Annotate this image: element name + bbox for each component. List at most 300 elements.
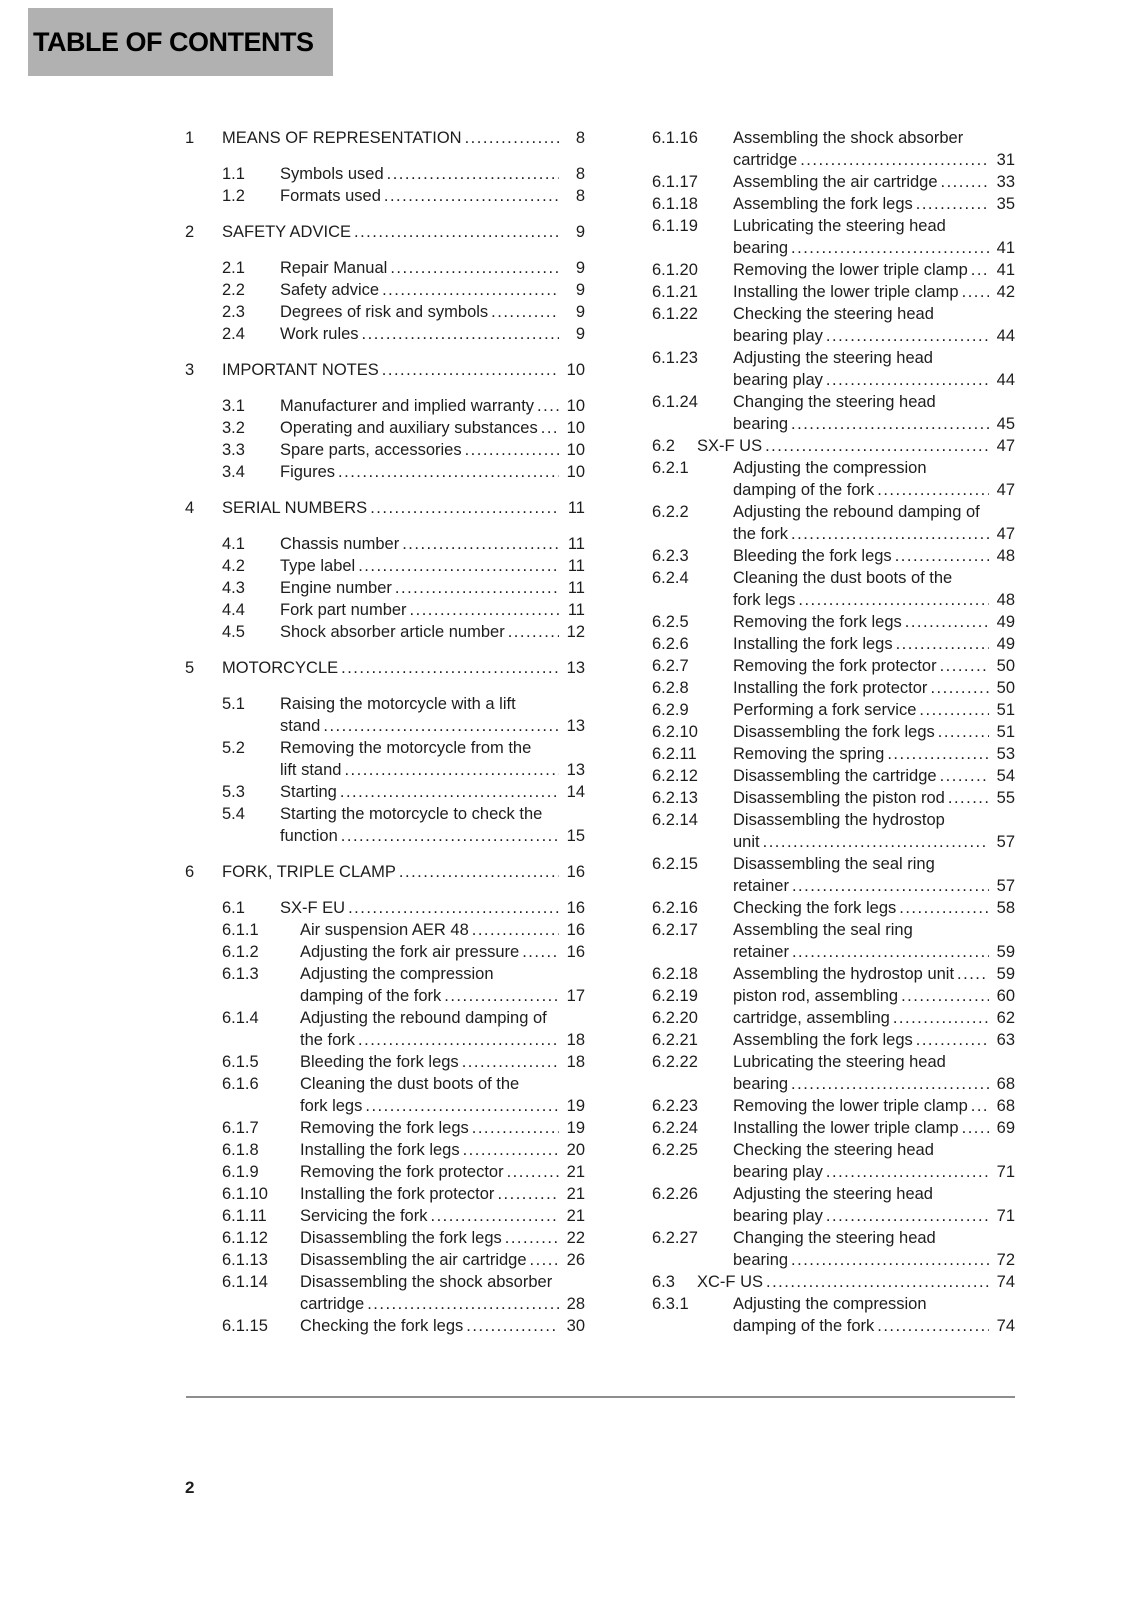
- toc-entry-last-line: [280, 621, 585, 643]
- toc-entry-number: 6.1.22: [652, 305, 698, 323]
- toc-entry-title-line: Starting the motorcycle to check the: [280, 805, 543, 823]
- toc-entry: [652, 1227, 1015, 1271]
- toc-entry-last-line: [733, 259, 1015, 281]
- toc-entry-number: 6.2.20: [652, 1009, 698, 1027]
- toc-entry: [185, 533, 585, 555]
- toc-entry-page: 18: [566, 1053, 585, 1071]
- toc-entry-page: 11: [567, 601, 585, 619]
- toc-entry-last-line: [733, 479, 1015, 501]
- toc-entry-body: [280, 417, 585, 439]
- toc-leader-dots: [522, 941, 559, 963]
- toc-entry-page: 49: [996, 613, 1015, 631]
- toc-entry-title: fork legs: [733, 591, 796, 609]
- toc-entry-body: [300, 1051, 585, 1073]
- toc-entry-body: [280, 323, 585, 345]
- toc-entry-body: [300, 1183, 585, 1205]
- toc-entry-page: 15: [566, 827, 585, 845]
- toc-entry: [652, 347, 1015, 391]
- toc-entry: [652, 127, 1015, 171]
- toc-leader-dots: [798, 589, 989, 611]
- toc-entry-last-line: [300, 1051, 585, 1073]
- toc-entry-title: Removing the lower triple clamp: [733, 1097, 968, 1115]
- toc-leader-dots: [877, 1315, 989, 1337]
- toc-entry-body: [300, 941, 585, 963]
- toc-leader-dots: [505, 1227, 559, 1249]
- toc-entry-last-line: [733, 1095, 1015, 1117]
- toc-entry-body: [733, 1227, 1015, 1271]
- toc-entry-page: 74: [996, 1317, 1015, 1335]
- toc-leader-dots: [399, 861, 559, 883]
- toc-entry-title: fork legs: [300, 1097, 363, 1115]
- toc-entry-last-line: [280, 185, 585, 207]
- toc-entry-title: retainer: [733, 943, 789, 961]
- toc-entry-title: lift stand: [280, 761, 342, 779]
- toc-leader-dots: [791, 1073, 989, 1095]
- toc-leader-dots: [971, 1095, 989, 1117]
- toc-entry-number: 6.2.9: [652, 701, 689, 719]
- toc-entry-title: bearing play: [733, 327, 823, 345]
- toc-entry-last-line: [280, 323, 585, 345]
- page-title: TABLE OF CONTENTS: [33, 26, 314, 57]
- toc-entry-title: Figures: [280, 463, 336, 481]
- toc-entry-body: [733, 303, 1015, 347]
- toc-entry-number: 6.2.12: [652, 767, 698, 785]
- toc-entry-number: 6.1.10: [222, 1185, 268, 1203]
- toc-entry-number: 6.1.16: [652, 129, 698, 147]
- toc-leader-dots: [344, 759, 559, 781]
- toc-entry-page: 28: [566, 1295, 585, 1313]
- toc-entry-body: [280, 163, 585, 185]
- toc-entry-body: [222, 359, 585, 381]
- toc-entry: [652, 1293, 1015, 1337]
- toc-entry: [185, 1271, 585, 1315]
- toc-entry-page: 51: [996, 723, 1015, 741]
- toc-leader-dots: [962, 281, 989, 303]
- toc-entry-title: Assembling the hydrostop unit: [733, 965, 955, 983]
- toc-entry: [185, 555, 585, 577]
- toc-entry-page: 71: [996, 1207, 1015, 1225]
- toc-entry-last-line: [697, 1271, 1015, 1293]
- toc-entry-page: 10: [566, 361, 585, 379]
- toc-entry: [652, 787, 1015, 809]
- toc-entry-number: 2: [185, 223, 195, 241]
- toc-entry-last-line: [280, 599, 585, 621]
- toc-entry: [652, 567, 1015, 611]
- toc-entry-number: 6.2.24: [652, 1119, 698, 1137]
- toc-leader-dots: [462, 1051, 559, 1073]
- toc-entry-page: 16: [566, 863, 585, 881]
- toc-entry-number: 6.2.7: [652, 657, 689, 675]
- toc-entry: [185, 221, 585, 243]
- toc-entry-page: 62: [996, 1009, 1015, 1027]
- toc-leader-dots: [382, 359, 559, 381]
- toc-entry-page: 9: [575, 281, 585, 299]
- toc-entry-last-line: [733, 1117, 1015, 1139]
- toc-entry: [185, 163, 585, 185]
- toc-entry-body: [300, 1315, 585, 1337]
- toc-entry-page: 9: [575, 223, 585, 241]
- toc-entry-page: 16: [566, 921, 585, 939]
- toc-entry: [185, 599, 585, 621]
- toc-leader-dots: [941, 171, 989, 193]
- toc-entry: [652, 721, 1015, 743]
- toc-leader-dots: [766, 1271, 989, 1293]
- toc-entry-body: [280, 803, 585, 847]
- toc-entry-page: 45: [996, 415, 1015, 433]
- toc-entry: [652, 1051, 1015, 1095]
- toc-leader-dots: [367, 1293, 559, 1315]
- toc-entry-title: Repair Manual: [280, 259, 388, 277]
- toc-entry-title: Installing the lower triple clamp: [733, 1119, 959, 1137]
- toc-entry-title: Servicing the fork: [300, 1207, 428, 1225]
- toc-entry-last-line: [697, 435, 1015, 457]
- toc-entry-body: [733, 809, 1015, 853]
- toc-entry-number: 6.2.4: [652, 569, 689, 587]
- toc-entry-body: [280, 693, 585, 737]
- toc-entry-last-line: [733, 831, 1015, 853]
- toc-entry: [185, 897, 585, 919]
- toc-entry-title: Removing the fork legs: [733, 613, 902, 631]
- toc-entry: [652, 171, 1015, 193]
- toc-entry: [652, 699, 1015, 721]
- toc-entry-last-line: [733, 985, 1015, 1007]
- toc-leader-dots: [895, 545, 989, 567]
- toc-entry-body: [733, 897, 1015, 919]
- toc-entry-page: 18: [566, 1031, 585, 1049]
- toc-entry-last-line: [280, 533, 585, 555]
- toc-entry-title-line: Lubricating the steering head: [733, 217, 946, 235]
- toc-entry: [652, 281, 1015, 303]
- toc-entry-title: Performing a fork service: [733, 701, 917, 719]
- toc-entry-body: [733, 1139, 1015, 1183]
- toc-entry-page: 48: [996, 547, 1015, 565]
- toc-entry-page: 8: [575, 165, 585, 183]
- toc-entry-last-line: [300, 919, 585, 941]
- toc-entry-body: [733, 1051, 1015, 1095]
- toc-entry-body: [300, 1073, 585, 1117]
- toc-entry: [652, 919, 1015, 963]
- toc-entry-body: [300, 963, 585, 1007]
- toc-entry-title: Degrees of risk and symbols: [280, 303, 489, 321]
- toc-entry-number: 6.2.2: [652, 503, 689, 521]
- toc-entry: [185, 621, 585, 643]
- toc-entry-title: Safety advice: [280, 281, 380, 299]
- toc-entry-title: MOTORCYCLE: [222, 659, 339, 677]
- toc-entry-last-line: [733, 743, 1015, 765]
- toc-leader-dots: [971, 259, 989, 281]
- toc-entry-title-line: Disassembling the shock absorber: [300, 1273, 553, 1291]
- toc-entry: [185, 1183, 585, 1205]
- toc-entry-last-line: [733, 1249, 1015, 1271]
- toc-entry-last-line: [280, 417, 585, 439]
- toc-entry-body: [733, 1029, 1015, 1051]
- toc-entry-number: 3.3: [222, 441, 245, 459]
- toc-entry-title: Installing the fork legs: [733, 635, 893, 653]
- toc-entry-page: 50: [996, 679, 1015, 697]
- toc-entry-title-line: Adjusting the rebound damping of: [733, 503, 980, 521]
- toc-entry-page: 55: [996, 789, 1015, 807]
- toc-entry-page: 9: [575, 325, 585, 343]
- toc-leader-dots: [340, 781, 559, 803]
- toc-entry-title-line: Cleaning the dust boots of the: [733, 569, 953, 587]
- toc-entry-page: 10: [566, 419, 585, 437]
- toc-entry-last-line: [300, 985, 585, 1007]
- toc-leader-dots: [919, 699, 989, 721]
- toc-entry-title: Removing the fork protector: [733, 657, 937, 675]
- toc-entry: [185, 1205, 585, 1227]
- toc-entry-page: 59: [996, 965, 1015, 983]
- toc-leader-dots: [899, 897, 989, 919]
- toc-entry-body: [733, 1095, 1015, 1117]
- toc-entry-body: [300, 919, 585, 941]
- toc-leader-dots: [792, 941, 989, 963]
- toc-entry-page: 11: [567, 557, 585, 575]
- toc-entry-title: Installing the fork protector: [733, 679, 928, 697]
- toc-entry: [652, 963, 1015, 985]
- toc-entry-title: unit: [733, 833, 760, 851]
- toc-entry-number: 6.1.15: [222, 1317, 268, 1335]
- toc-entry: [652, 809, 1015, 853]
- toc-entry-title: Work rules: [280, 325, 359, 343]
- toc-entry-title: Formats used: [280, 187, 381, 205]
- toc-entry: [652, 655, 1015, 677]
- toc-entry-number: 6.1.19: [652, 217, 698, 235]
- toc-entry-last-line: [280, 439, 585, 461]
- toc-entry-title: damping of the fork: [733, 481, 875, 499]
- toc-entry-title-line: Checking the steering head: [733, 1141, 934, 1159]
- toc-entry-last-line: [733, 1315, 1015, 1337]
- toc-entry-body: [733, 743, 1015, 765]
- toc-entry: [185, 497, 585, 519]
- toc-entry: [185, 1139, 585, 1161]
- toc-entry-last-line: [300, 1293, 585, 1315]
- toc-entry-title-line: Adjusting the compression: [300, 965, 494, 983]
- toc-entry-last-line: [280, 759, 585, 781]
- toc-entry-title: stand: [280, 717, 321, 735]
- toc-entry-last-line: [733, 677, 1015, 699]
- toc-leader-dots: [826, 1161, 989, 1183]
- toc-entry-title-line: Adjusting the steering head: [733, 349, 933, 367]
- toc-entry: [652, 545, 1015, 567]
- toc-leader-dots: [765, 435, 989, 457]
- toc-entry-title: IMPORTANT NOTES: [222, 361, 379, 379]
- toc-entry-page: 74: [996, 1273, 1015, 1291]
- toc-entry-number: 6.2.11: [652, 745, 697, 763]
- toc-leader-dots: [465, 127, 559, 149]
- toc-entry-number: 6.1.6: [222, 1075, 259, 1093]
- toc-entry-last-line: [733, 699, 1015, 721]
- toc-entry-last-line: [280, 301, 585, 323]
- toc-entry-number: 6.1.7: [222, 1119, 259, 1137]
- toc-entry-page: 21: [566, 1207, 585, 1225]
- toc-entry-last-line: [300, 1249, 585, 1271]
- toc-entry-body: [733, 721, 1015, 743]
- toc-entry-number: 6.1.17: [652, 173, 698, 191]
- toc-entry-page: 8: [575, 129, 585, 147]
- toc-entry-page: 8: [575, 187, 585, 205]
- toc-entry-title-line: Disassembling the seal ring: [733, 855, 935, 873]
- toc-entry-title: Disassembling the air cartridge: [300, 1251, 527, 1269]
- toc-entry-body: [733, 787, 1015, 809]
- toc-entry-body: [733, 677, 1015, 699]
- toc-leader-dots: [791, 413, 989, 435]
- toc-entry-body: [300, 1117, 585, 1139]
- toc-entry: [652, 391, 1015, 435]
- toc-entry-title: Checking the fork legs: [733, 899, 897, 917]
- toc-leader-dots: [354, 221, 559, 243]
- toc-entry-number: 6.2.19: [652, 987, 698, 1005]
- toc-entry-title: Installing the fork protector: [300, 1185, 495, 1203]
- toc-entry-last-line: [222, 221, 585, 243]
- toc-entry-title: Removing the fork legs: [300, 1119, 469, 1137]
- toc-leader-dots: [905, 611, 989, 633]
- toc-entry: [185, 1007, 585, 1051]
- toc-entry-title: Disassembling the fork legs: [300, 1229, 502, 1247]
- toc-entry-number: 6.1.5: [222, 1053, 259, 1071]
- toc-entry: [185, 257, 585, 279]
- toc-entry-title: Bleeding the fork legs: [300, 1053, 459, 1071]
- toc-entry-number: 6.2.3: [652, 547, 689, 565]
- toc-entry-page: 21: [566, 1163, 585, 1181]
- toc-entry-number: 5.1: [222, 695, 245, 713]
- toc-entry-last-line: [733, 963, 1015, 985]
- toc-entry-title: Fork part number: [280, 601, 407, 619]
- toc-entry-body: [300, 1205, 585, 1227]
- toc-entry-body: [733, 919, 1015, 963]
- toc-entry-body: [733, 193, 1015, 215]
- toc-entry-page: 10: [566, 441, 585, 459]
- toc-entry-number: 6.1.9: [222, 1163, 259, 1181]
- toc-entry-title: damping of the fork: [733, 1317, 875, 1335]
- toc-entry-title: Removing the spring: [733, 745, 885, 763]
- toc-column-left: [185, 127, 585, 1337]
- toc-entry-title: Shock absorber article number: [280, 623, 505, 641]
- toc-entry-title: bearing: [733, 239, 789, 257]
- toc-leader-dots: [395, 577, 559, 599]
- toc-entry-page: 16: [566, 899, 585, 917]
- toc-entry-title: Installing the lower triple clamp: [733, 283, 959, 301]
- toc-entry-number: 6.2.16: [652, 899, 698, 917]
- toc-leader-dots: [948, 787, 989, 809]
- toc-entry-last-line: [733, 897, 1015, 919]
- toc-leader-dots: [940, 655, 989, 677]
- toc-leader-dots: [507, 1161, 559, 1183]
- toc-entry: [185, 439, 585, 461]
- toc-entry-page: 9: [575, 259, 585, 277]
- toc-entry-page: 11: [567, 535, 585, 553]
- toc-entry-title: the fork: [733, 525, 789, 543]
- toc-leader-dots: [938, 721, 989, 743]
- toc-entry-last-line: [280, 163, 585, 185]
- toc-entry-body: [733, 1183, 1015, 1227]
- toc-entry-page: 54: [996, 767, 1015, 785]
- toc-leader-dots: [826, 1205, 989, 1227]
- toc-entry-page: 50: [996, 657, 1015, 675]
- toc-entry-last-line: [300, 1139, 585, 1161]
- toc-leader-dots: [384, 185, 559, 207]
- toc-entry-page: 57: [996, 877, 1015, 895]
- toc-entry: [652, 215, 1015, 259]
- toc-entry-body: [280, 301, 585, 323]
- toc-leader-dots: [877, 479, 989, 501]
- toc-entry-title: SX-F US: [697, 437, 763, 455]
- toc-entry-body: [733, 633, 1015, 655]
- toc-entry-title: Installing the fork legs: [300, 1141, 460, 1159]
- toc-entry-last-line: [280, 577, 585, 599]
- toc-entry-number: 6.2.25: [652, 1141, 698, 1159]
- toc-entry-title: Removing the fork protector: [300, 1163, 504, 1181]
- toc-entry-last-line: [733, 787, 1015, 809]
- toc-entry-title-line: Cleaning the dust boots of the: [300, 1075, 520, 1093]
- toc-entry: [652, 1117, 1015, 1139]
- toc-entry-number: 4.1: [222, 535, 245, 553]
- toc-entry-number: 6.1.13: [222, 1251, 268, 1269]
- toc-entry: [185, 1227, 585, 1249]
- toc-entry-title: Disassembling the piston rod: [733, 789, 945, 807]
- toc-leader-dots: [887, 743, 989, 765]
- toc-entry: [652, 1095, 1015, 1117]
- toc-leader-dots: [402, 533, 559, 555]
- footer-divider: [186, 1396, 1015, 1398]
- toc-entry-body: [280, 737, 585, 781]
- toc-entry-body: [280, 185, 585, 207]
- toc-entry-title-line: Adjusting the rebound damping of: [300, 1009, 547, 1027]
- toc-entry-number: 1.2: [222, 187, 245, 205]
- toc-columns: [185, 127, 1015, 1337]
- toc-entry-body: [733, 699, 1015, 721]
- toc-entry-last-line: [733, 413, 1015, 435]
- toc-entry-page: 69: [996, 1119, 1015, 1137]
- toc-entry-body: [733, 171, 1015, 193]
- toc-entry-number: 4.2: [222, 557, 245, 575]
- toc-entry-body: [222, 127, 585, 149]
- toc-entry-number: 2.4: [222, 325, 245, 343]
- toc-entry-body: [280, 533, 585, 555]
- toc-entry-number: 6.2.10: [652, 723, 698, 741]
- toc-entry-body: [280, 897, 585, 919]
- toc-entry: [652, 897, 1015, 919]
- toc-entry: [652, 1271, 1015, 1293]
- toc-entry-body: [300, 1007, 585, 1051]
- toc-entry-body: [733, 1007, 1015, 1029]
- toc-entry: [652, 1007, 1015, 1029]
- toc-entry-page: 13: [566, 761, 585, 779]
- toc-entry-body: [300, 1227, 585, 1249]
- toc-entry-number: 3: [185, 361, 195, 379]
- toc-entry-page: 10: [566, 397, 585, 415]
- toc-entry-title: SAFETY ADVICE: [222, 223, 351, 241]
- toc-leader-dots: [491, 301, 559, 323]
- toc-entry-number: 5: [185, 659, 195, 677]
- toc-entry: [652, 259, 1015, 281]
- toc-entry-last-line: [222, 657, 585, 679]
- toc-entry: [185, 461, 585, 483]
- toc-entry: [185, 1249, 585, 1271]
- toc-leader-dots: [444, 985, 559, 1007]
- toc-entry: [185, 395, 585, 417]
- toc-entry-body: [222, 861, 585, 883]
- toc-entry-title: FORK, TRIPLE CLAMP: [222, 863, 396, 881]
- toc-entry: [652, 743, 1015, 765]
- toc-entry-last-line: [733, 1007, 1015, 1029]
- toc-entry-page: 16: [566, 943, 585, 961]
- toc-entry-title: Symbols used: [280, 165, 384, 183]
- toc-leader-dots: [826, 369, 989, 391]
- page-header: [28, 8, 333, 76]
- toc-entry-body: [733, 347, 1015, 391]
- toc-entry-number: 2.3: [222, 303, 245, 321]
- toc-entry-page: 47: [996, 437, 1015, 455]
